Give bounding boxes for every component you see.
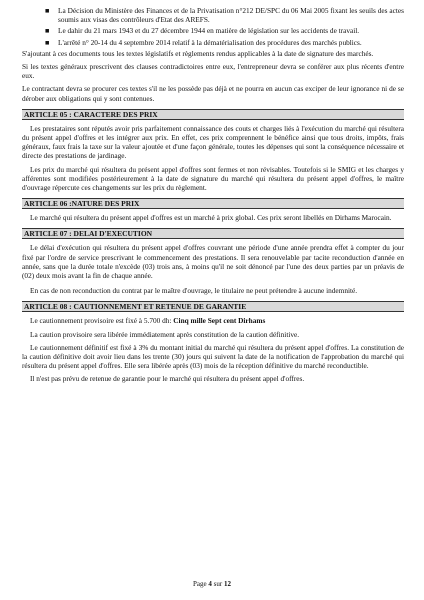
article-05-heading: ARTICLE 05 : CARACTERE DES PRIX [22, 109, 404, 120]
article-05-paragraph: Les prix du marché qui résultera du présent appel d'offres sont fermes et non révisables. Toutefois si le SMIG et les charges y afférentes sont modifiées postérieurement à la date de signature du marché qui résultera du présent appel d'offres, le maître d'ouvrage répercute ces changements sur les prix du règlement. [22, 164, 404, 193]
article-08-paragraph: Il n'est pas prévu de retenue de garantie pour le marché qui résultera du présent appel d'offres. [30, 374, 305, 384]
article-06-paragraph: Le marché qui résultera du présent appel d'offres est un marché à prix global. Ces prix seront libellés en Dirhams Marocain. [30, 213, 392, 223]
legal-texts-list [45, 6, 404, 47]
article-08-paragraph: Le cautionnement définitif est fixé à 3% du montant initial du marché qui résultera du présent appel d'offres. La constitution de la caution définitive doit avoir lieu dans les trente (30) jours qui suivent la date de la notification de l'approbation du marché qui résultera du présent appel d'offres. Elle sera libérée après (03) mois de la réception définitive du marché reconductible. [22, 342, 404, 371]
list-item: ■ Le dahir du 21 mars 1943 et du 27 décembre 1944 en matière de législation sur les accidents de travail. [45, 26, 360, 36]
caution-amount-words: Cinq mille Sept cent Dirhams [173, 316, 266, 326]
article-06-heading: ARTICLE 06 :NATURE DES PRIX [22, 198, 404, 209]
article-07-paragraph: En cas de non reconduction du contrat par le maître d'ouvrage, le titulaire ne peut prétendre à aucune indemnité. [30, 286, 358, 296]
article-07-heading: ARTICLE 07 : DELAI D'EXECUTION [22, 228, 404, 239]
intro-paragraph: S'ajoutant à ces documents tous les textes législatifs et règlements rendus applicables à la date de signature des marchés. [22, 48, 374, 58]
article-08-paragraph: Le cautionnement provisoire est fixé à 5.700 dh: Cinq mille Sept cent Dirhams [30, 316, 266, 326]
page-footer: Page 4 sur 12 [193, 580, 231, 588]
bullet-icon: ■ [45, 37, 50, 47]
page-number: 4 [208, 580, 212, 588]
article-07-paragraph: Le délai d'exécution qui résultera du présent appel d'offres couvrant une période d'une année prendra effet à compter du jour fixé par l'ordre de service prescrivant le commencement des prestations. Il sera renouvelable par tacite reconduction d'année en année, sans que la durée totale n'excède (03) trois ans, à moins qu'il ne soit dénoncé par l'une des deux parties par un préavis de (02) deux mois avant la fin de chaque année. [22, 243, 404, 281]
intro-paragraph: Si les textes généraux prescrivent des clauses contradictoires entre eux, l'entrepreneur devra se conférer aux plus récents d'entre eux. [22, 62, 404, 81]
article-08-paragraph: La caution provisoire sera libérée immédiatement après constitution de la caution définitive. [30, 329, 300, 339]
article-05-paragraph: Les prestataires sont réputés avoir pris parfaitement connaissance des couts et charges liés à l'exécution du marché qui résultera du présent appel d'offres et les intégrer aux prix. En effet, ces prix comprennent le bénéfice ainsi que tous droits, impôts, frais généraux, faux frais la taxe sur la valeur ajoutée et d'une façon générale, toutes les dépenses qui sont la conséquence nécessaire et directe des prestations de jardinage. [22, 123, 404, 161]
document-page [22, 6, 404, 384]
page-total: 12 [223, 580, 231, 588]
bullet-icon: ■ [45, 6, 50, 15]
article-08-heading: ARTICLE 08 : CAUTIONNEMENT ET RETENUE DE GARANTIE [22, 301, 404, 312]
intro-paragraph: Le contractant devra se procurer ces textes s'il ne les possède pas déjà et ne pourra en aucun cas exciper de leur ignorance ni de se dérober aux obligations qui y sont contenues. [22, 84, 404, 103]
list-item: ■ La Décision du Ministère des Finances et de la Privatisation n°212 DE/SPC du 06 Mai 2005 fixant les seuils des actes soumis aux visas des contrôleurs d'Etat des AREFS. [45, 6, 404, 25]
list-item: ■ L'arrêté n° 20-14 du 4 septembre 2014 relatif à la dématérialisation des procédures des marchés publics. [45, 37, 362, 47]
bullet-icon: ■ [45, 26, 50, 36]
